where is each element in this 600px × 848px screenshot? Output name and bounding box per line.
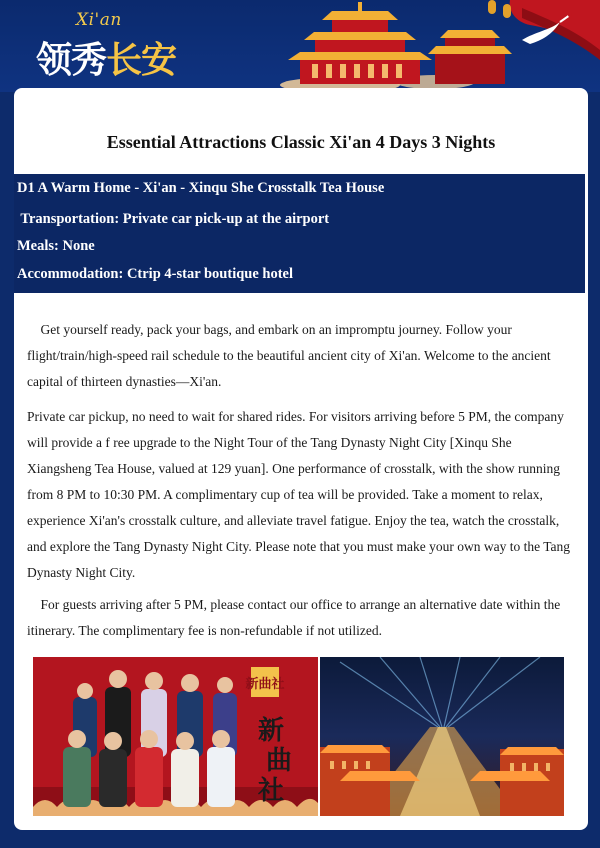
day-info-box: [14, 174, 585, 293]
palace-illustration: [260, 0, 600, 92]
brand-logo-chinese: 领秀长安: [36, 40, 177, 81]
night-city-photo: [320, 657, 564, 816]
brand-logo: [36, 10, 206, 82]
intro-paragraph: Get yourself ready, pack your bags, and embark on an impromptu journey. Follow your flight/train/high-speed rail schedule to the beautiful ancient city of Xi'an. Welcome to the ancient capital of thirteen dynasties—Xi'an.: [27, 322, 551, 389]
transportation-line: Transportation: Private car pick-up at the airport: [17, 211, 330, 227]
lantern-icon: [488, 0, 496, 14]
accommodation-line: Accommodation: Ctrip 4-star boutique hotel: [17, 266, 294, 282]
late-arrival-paragraph: For guests arriving after 5 PM, please contact our office to arrange an alternative date within the itinerary. The complimentary fee is non-refundable if not utilized.: [27, 597, 561, 638]
lantern-icon: [503, 4, 511, 18]
crosstalk-troupe-photo: [33, 657, 318, 816]
svg-text:社: 社: [257, 776, 285, 806]
itinerary-card: [14, 88, 588, 830]
day-heading: D1 A Warm Home - Xi'an - Xinqu She Crosstalk Tea House: [17, 180, 385, 196]
page-title: Essential Attractions Classic Xi'an 4 Days 3 Nights: [106, 132, 496, 152]
troupe-emblem: 新曲社: [245, 677, 285, 692]
header-banner: [0, 0, 600, 92]
brand-logo-latin: Xi'an: [76, 10, 122, 30]
svg-text:新: 新: [257, 716, 285, 746]
meals-line: Meals: None: [17, 238, 95, 254]
svg-text:曲: 曲: [265, 746, 293, 776]
pickup-paragraph: Private car pickup, no need to wait for shared rides. For visitors arriving before 5 PM, the company will provide a f ree upgrade to the Night Tour of the Tang Dynasty Night City [Xinqu She Xiangsheng Tea House, valued at 129 yuan]. One performance of crosstalk, with the show running from 8 PM to 10:30 PM. A complimentary cup of tea will be provided. Take a moment to relax, experience Xi'an's crosstalk culture, and alleviate travel fatigue. Enjoy the tea, watch the crosstalk, and explore the Tang Dynasty Night City. Please note that you must make your own way to the Tang Dynasty Night City.: [27, 409, 571, 580]
